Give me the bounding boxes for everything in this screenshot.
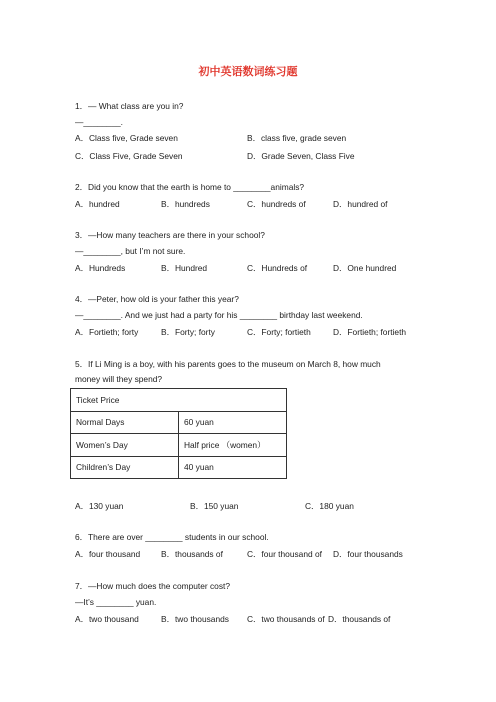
question-stem: 7．—How much does the computer cost? (75, 581, 231, 591)
option-a: A．four thousand (75, 549, 141, 559)
question-stem: —It’s ________ yuan. (75, 597, 157, 607)
option-c: C．Hundreds of (247, 263, 308, 273)
page-title: 初中英语数词练习题 (198, 65, 298, 78)
option-a: A．hundred (75, 199, 120, 209)
option-d: D．Grade Seven, Class Five (247, 151, 355, 161)
table-cell: 40 yuan (179, 456, 287, 479)
option-d: D．four thousands (333, 549, 403, 559)
question-stem: 5．If Li Ming is a boy, with his parents goes to the museum on March 8, how much (75, 359, 381, 369)
option-c: C．hundreds of (247, 199, 306, 209)
table-row (71, 434, 287, 457)
question-stem: 1．— What class are you in? (75, 101, 184, 111)
question-stem: money will they spend? (75, 374, 163, 384)
table-cell: Half price （women） (179, 434, 287, 457)
option-b: B．two thousands (161, 614, 229, 624)
question-stem: 4．—Peter, how old is your father this year? (75, 294, 239, 304)
option-c: C．Class Five, Grade Seven (75, 151, 183, 161)
option-d: D．thousands of (328, 614, 391, 624)
option-b: B．hundreds (161, 199, 210, 209)
table-row (71, 411, 287, 434)
question-stem: 3．—How many teachers are there in your school? (75, 230, 265, 240)
option-d: D．One hundred (333, 263, 397, 273)
table-cell: 60 yuan (179, 411, 287, 434)
option-b: B．class five, grade seven (247, 133, 347, 143)
option-c: C．Forty; fortieth (247, 327, 311, 337)
table-row (71, 456, 287, 479)
table-cell: Women’s Day (71, 434, 179, 457)
option-a: A．Class five, Grade seven (75, 133, 178, 143)
question-stem: 2．Did you know that the earth is home to ________animals? (75, 182, 305, 192)
question-stem: —________. (75, 117, 123, 127)
question-stem: 6．There are over ________ students in our school. (75, 532, 269, 542)
option-b: B．thousands of (161, 549, 223, 559)
table-cell: Normal Days (71, 411, 179, 434)
table-header-cell: Ticket Price (71, 389, 287, 412)
option-a: A．Hundreds (75, 263, 126, 273)
option-c: C．180 yuan (305, 501, 354, 511)
table-row (71, 389, 287, 412)
option-a: A．two thousand (75, 614, 139, 624)
option-a: A．130 yuan (75, 501, 124, 511)
option-a: A．Fortieth; forty (75, 327, 139, 337)
question-stem: —________, but I’m not sure. (75, 246, 186, 256)
option-b: B．150 yuan (190, 501, 239, 511)
option-c: C．two thousands of (247, 614, 325, 624)
option-d: D．Fortieth; fortieth (333, 327, 407, 337)
option-c: C．four thousand of (247, 549, 322, 559)
table-cell: Children’s Day (71, 456, 179, 479)
question-stem: —________. And we just had a party for his ________ birthday last weekend. (75, 310, 363, 320)
option-d: D．hundred of (333, 199, 388, 209)
ticket-price-table (70, 388, 287, 479)
option-b: B．Forty; forty (161, 327, 215, 337)
option-b: B．Hundred (161, 263, 208, 273)
